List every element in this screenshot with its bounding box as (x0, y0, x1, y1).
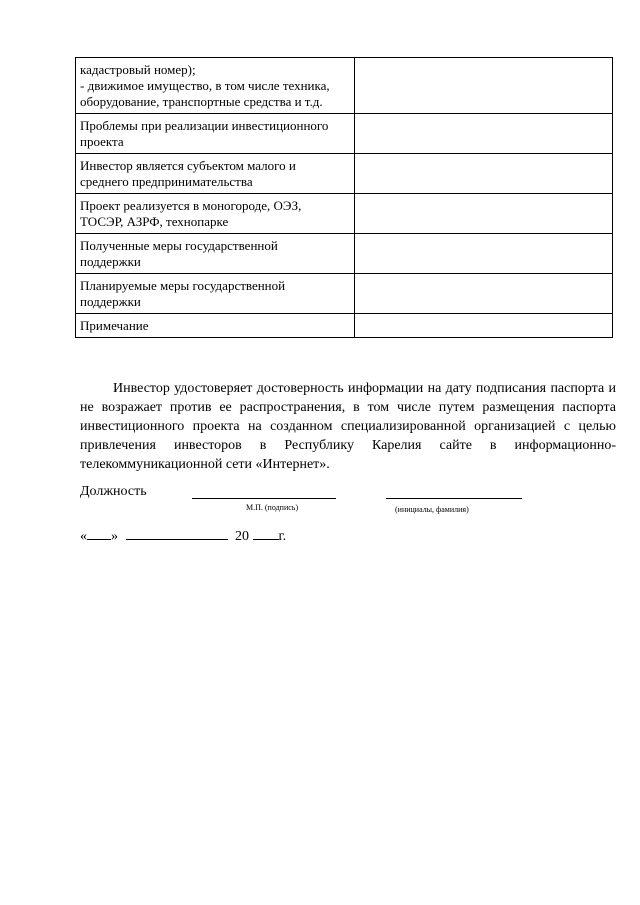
table-row (76, 114, 613, 154)
row-label-line: кадастровый номер); (80, 62, 196, 77)
date-year-suffix: г. (278, 529, 287, 544)
signature-caption: М.П. (подпись) (246, 503, 299, 512)
row-value-cell (354, 234, 612, 274)
row-value-cell (354, 58, 612, 114)
row-label-line: ТОСЭР, АЗРФ, технопарке (80, 214, 229, 229)
row-value-cell (354, 154, 612, 194)
declaration-block (80, 379, 616, 474)
table-row (76, 234, 613, 274)
day-blank (87, 527, 111, 540)
row-value-cell (354, 274, 612, 314)
row-value-cell (354, 194, 612, 234)
table-row (76, 274, 613, 314)
position-label: Должность (80, 484, 147, 499)
row-label-cell (76, 58, 355, 114)
table-row (76, 314, 613, 338)
row-label-line: Планируемые меры государственной (80, 278, 286, 293)
row-label-line: - движимое имущество, в том числе техника, (80, 78, 330, 93)
signature-line (192, 498, 336, 499)
row-label-line: поддержки (80, 254, 141, 269)
row-label-line: проекта (80, 134, 124, 149)
date-open-quote: « (80, 529, 87, 544)
passport-table (75, 57, 613, 338)
row-label-line: Инвестор является субъектом малого и (80, 158, 296, 173)
row-label-cell (76, 114, 355, 154)
row-label-line: Проблемы при реализации инвестиционного (80, 118, 329, 133)
row-value-cell (354, 314, 612, 338)
table-row (76, 194, 613, 234)
date-century: 20 (235, 529, 249, 544)
year-blank (253, 527, 279, 540)
row-label-line: поддержки (80, 294, 141, 309)
row-label-line: Полученные меры государственной (80, 238, 278, 253)
row-label-line: Проект реализуется в моногороде, ОЭЗ, (80, 198, 302, 213)
name-caption: (инициалы, фамилия) (395, 505, 469, 514)
date-line (80, 527, 286, 545)
row-value-cell (354, 114, 612, 154)
table-row (76, 58, 613, 114)
row-label-line: среднего предпринимательства (80, 174, 253, 189)
declaration-text: Инвестор удостоверяет достоверность информации на дату подписания паспорта и не возражает против ее распространения, в том числе путем размещения паспорта инвестиционного проекта на созданном специализированной организацией с целью привлечения инвесторов в Республику Карелия сайте в информационно-телекоммуникационной сети «Интернет». (80, 381, 616, 472)
date-close-quote: » (111, 529, 118, 544)
table-row (76, 154, 613, 194)
row-label-cell (76, 314, 355, 338)
row-label-line: Примечание (80, 318, 149, 333)
row-label-cell (76, 274, 355, 314)
name-line (386, 498, 522, 499)
row-label-cell (76, 154, 355, 194)
row-label-cell (76, 234, 355, 274)
month-blank (126, 527, 228, 540)
row-label-cell (76, 194, 355, 234)
row-label-line: оборудование, транспортные средства и т.д. (80, 94, 323, 109)
